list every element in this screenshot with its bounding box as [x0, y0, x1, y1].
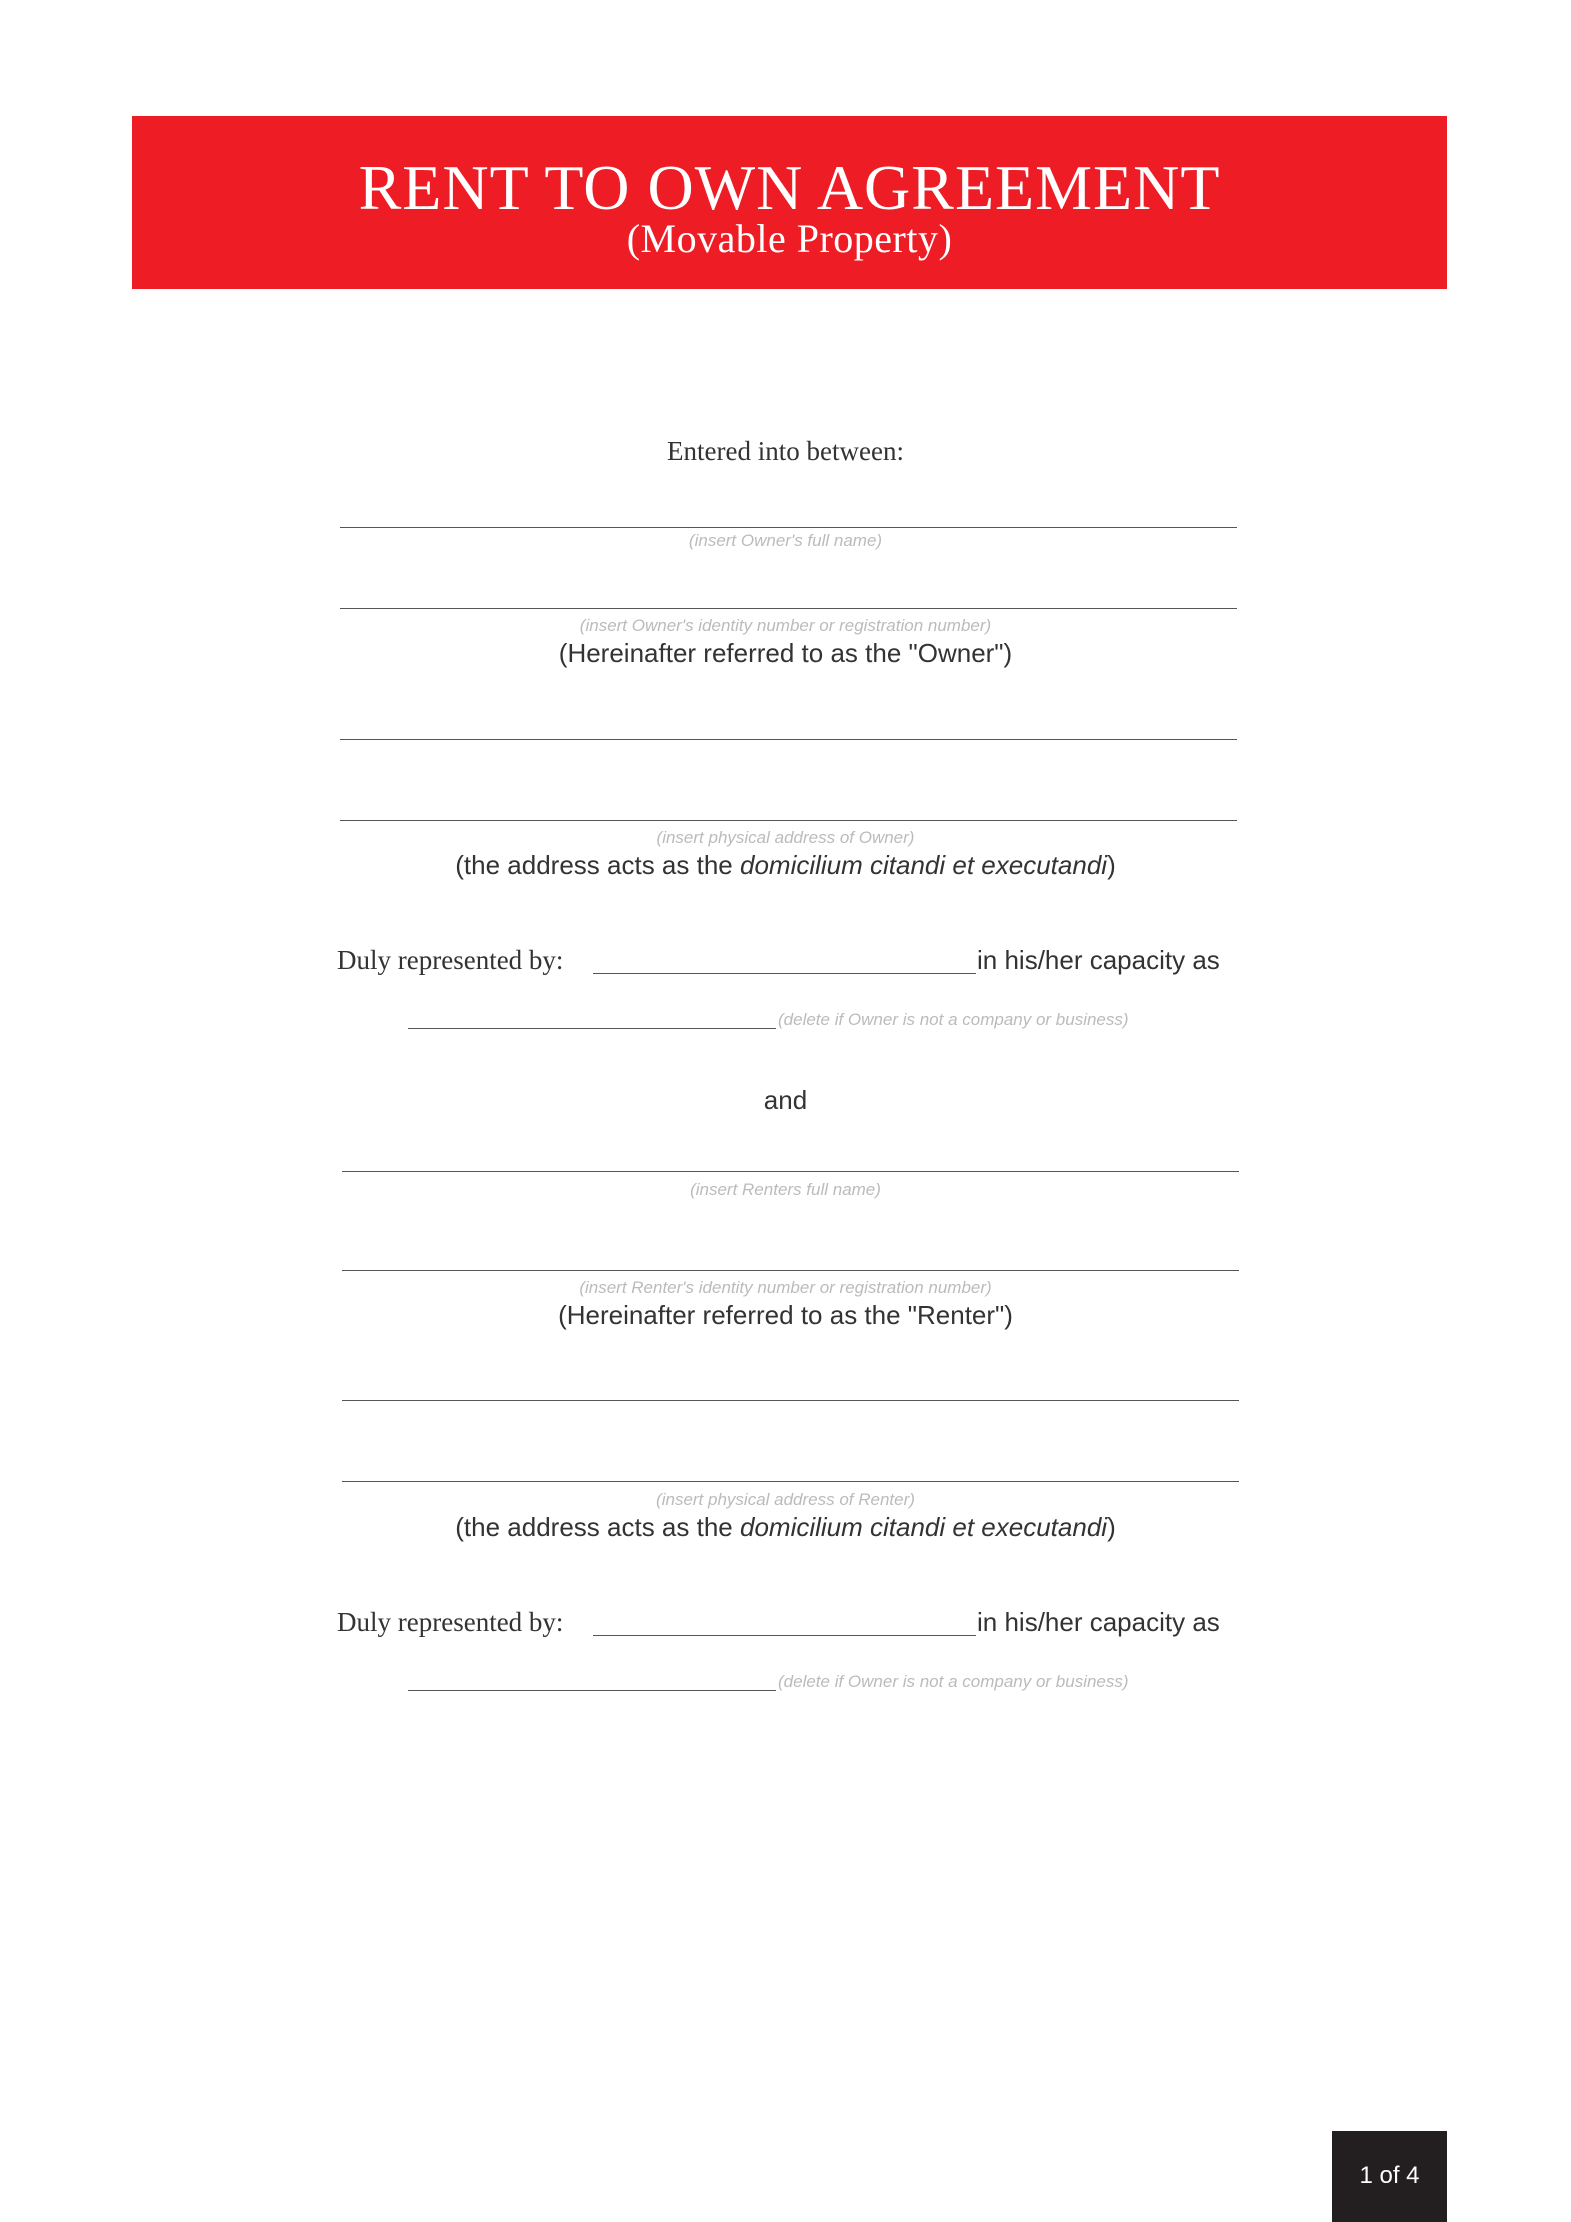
owner-name-line[interactable] — [340, 527, 1237, 528]
owner-domicilium-text — [0, 852, 1571, 878]
owner-referred-text: (Hereinafter referred to as the "Owner") — [558, 638, 1013, 668]
and-separator: and — [763, 1085, 808, 1115]
owner-id-hint: (insert Owner's identity number or registration number) — [579, 616, 992, 635]
renter-referred-text: (Hereinafter referred to as the "Renter") — [558, 1300, 1013, 1330]
intro-text: Entered into between: — [667, 436, 904, 466]
owner-represented-label: Duly represented by: — [337, 945, 564, 975]
renter-domicilium-prefix: (the address acts as the — [455, 1512, 740, 1542]
header-banner — [132, 116, 1447, 289]
owner-address-line-1[interactable] — [340, 739, 1237, 740]
renter-domicilium-suffix: ) — [1107, 1512, 1116, 1542]
renter-represented-label: Duly represented by: — [337, 1607, 564, 1637]
renter-name-line[interactable] — [342, 1171, 1239, 1172]
document-subtitle: (Movable Property) — [626, 216, 953, 261]
owner-delete-hint: (delete if Owner is not a company or business) — [778, 1010, 1129, 1029]
renter-address-line-1[interactable] — [342, 1400, 1239, 1401]
page-indicator: 1 of 4 — [1332, 2131, 1447, 2222]
owner-capacity-label: in his/her capacity as — [977, 945, 1220, 975]
owner-address-line-2[interactable] — [340, 820, 1237, 821]
owner-address-hint: (insert physical address of Owner) — [656, 828, 915, 847]
owner-name-hint: (insert Owner's full name) — [688, 531, 883, 550]
renter-domicilium-text — [0, 1514, 1571, 1540]
owner-domicilium-suffix: ) — [1107, 850, 1116, 880]
renter-id-line[interactable] — [342, 1270, 1239, 1271]
owner-representative-line[interactable] — [593, 973, 976, 974]
owner-capacity-line[interactable] — [408, 1028, 776, 1029]
renter-address-hint: (insert physical address of Renter) — [656, 1490, 915, 1509]
renter-delete-hint: (delete if Owner is not a company or business) — [778, 1672, 1129, 1691]
renter-address-line-2[interactable] — [342, 1481, 1239, 1482]
renter-name-hint: (insert Renters full name) — [690, 1180, 881, 1199]
owner-domicilium-prefix: (the address acts as the — [455, 850, 740, 880]
renter-representative-line[interactable] — [593, 1635, 976, 1636]
owner-domicilium-italic: domicilium citandi et executandi — [739, 850, 1108, 880]
document-title: RENT TO OWN AGREEMENT — [358, 152, 1221, 223]
renter-capacity-label: in his/her capacity as — [977, 1607, 1220, 1637]
renter-domicilium-italic: domicilium citandi et executandi — [739, 1512, 1108, 1542]
owner-id-line[interactable] — [340, 608, 1237, 609]
renter-capacity-line[interactable] — [408, 1690, 776, 1691]
renter-id-hint: (insert Renter's identity number or registration number) — [579, 1278, 992, 1297]
